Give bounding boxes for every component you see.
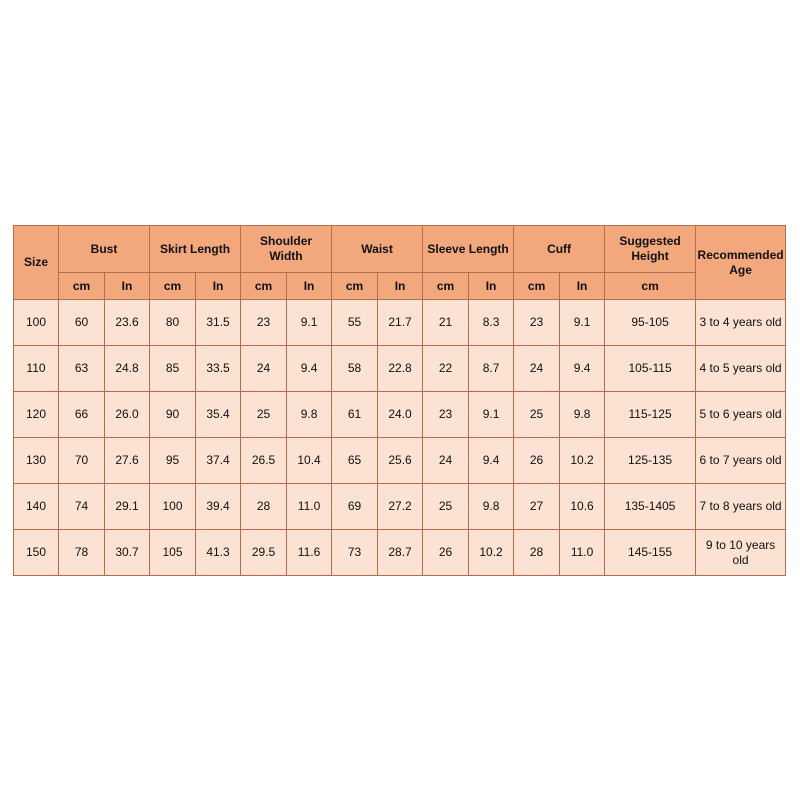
waist-in-cell: 21.7: [378, 300, 423, 346]
recommended-age-cell: 5 to 6 years old: [696, 392, 786, 438]
skirt-length-in-cell: 41.3: [196, 530, 241, 576]
skirt-length-header: Skirt Length: [150, 226, 241, 273]
suggested-height-cm-cell: 145-155: [605, 530, 696, 576]
cuff-cm-cell: 28: [514, 530, 560, 576]
cuff-cm-cell: 23: [514, 300, 560, 346]
size-cell: 110: [14, 346, 59, 392]
waist-cm-cell: 69: [332, 484, 378, 530]
waist-in-cell: 25.6: [378, 438, 423, 484]
shoulder-width-cm-cell: 24: [241, 346, 287, 392]
waist-in-cell: 27.2: [378, 484, 423, 530]
suggested-height-header: Suggested Height: [605, 226, 696, 273]
suggested-height-cm-cell: 95-105: [605, 300, 696, 346]
waist-in-cell: 28.7: [378, 530, 423, 576]
shoulder-width-in-unit: In: [287, 273, 332, 300]
sleeve-length-in-cell: 9.8: [469, 484, 514, 530]
cuff-cm-cell: 25: [514, 392, 560, 438]
table-row: [14, 300, 786, 346]
suggested-height-cm-cell: 135-1405: [605, 484, 696, 530]
cuff-in-cell: 9.1: [560, 300, 605, 346]
waist-in-cell: 22.8: [378, 346, 423, 392]
shoulder-width-in-cell: 9.4: [287, 346, 332, 392]
skirt-length-in-cell: 39.4: [196, 484, 241, 530]
waist-cm-cell: 55: [332, 300, 378, 346]
bust-header: Bust: [59, 226, 150, 273]
sleeve-length-cm-cell: 26: [423, 530, 469, 576]
shoulder-width-in-cell: 10.4: [287, 438, 332, 484]
cuff-in-cell: 9.4: [560, 346, 605, 392]
size-cell: 140: [14, 484, 59, 530]
table-row: [14, 530, 786, 576]
bust-in-cell: 27.6: [105, 438, 150, 484]
suggested-height-cm-cell: 105-115: [605, 346, 696, 392]
cuff-cm-unit: cm: [514, 273, 560, 300]
cuff-in-cell: 11.0: [560, 530, 605, 576]
waist-in-unit: In: [378, 273, 423, 300]
skirt-length-cm-cell: 105: [150, 530, 196, 576]
waist-cm-cell: 58: [332, 346, 378, 392]
sleeve-length-cm-unit: cm: [423, 273, 469, 300]
cuff-in-cell: 9.8: [560, 392, 605, 438]
bust-cm-cell: 66: [59, 392, 105, 438]
size-header: Size: [14, 226, 59, 300]
waist-in-cell: 24.0: [378, 392, 423, 438]
shoulder-width-in-cell: 9.1: [287, 300, 332, 346]
skirt-length-cm-unit: cm: [150, 273, 196, 300]
bust-in-cell: 29.1: [105, 484, 150, 530]
recommended-age-cell: 3 to 4 years old: [696, 300, 786, 346]
recommended-age-header: Recommended Age: [696, 226, 786, 300]
skirt-length-in-cell: 37.4: [196, 438, 241, 484]
cuff-in-cell: 10.2: [560, 438, 605, 484]
waist-cm-cell: 65: [332, 438, 378, 484]
sleeve-length-header: Sleeve Length: [423, 226, 514, 273]
sleeve-length-in-cell: 10.2: [469, 530, 514, 576]
skirt-length-cm-cell: 85: [150, 346, 196, 392]
shoulder-width-cm-cell: 25: [241, 392, 287, 438]
recommended-age-cell: 9 to 10 years old: [696, 530, 786, 576]
sleeve-length-in-cell: 8.7: [469, 346, 514, 392]
shoulder-width-in-cell: 11.0: [287, 484, 332, 530]
waist-cm-cell: 73: [332, 530, 378, 576]
suggested-height-cm-unit: cm: [605, 273, 696, 300]
waist-cm-cell: 61: [332, 392, 378, 438]
cuff-cm-cell: 26: [514, 438, 560, 484]
header-row: [14, 226, 786, 273]
shoulder-width-cm-cell: 26.5: [241, 438, 287, 484]
skirt-length-in-cell: 31.5: [196, 300, 241, 346]
sleeve-length-cm-cell: 24: [423, 438, 469, 484]
table-row: [14, 438, 786, 484]
cuff-header: Cuff: [514, 226, 605, 273]
skirt-length-cm-cell: 90: [150, 392, 196, 438]
shoulder-width-cm-cell: 28: [241, 484, 287, 530]
bust-cm-cell: 60: [59, 300, 105, 346]
waist-cm-unit: cm: [332, 273, 378, 300]
suggested-height-cm-cell: 125-135: [605, 438, 696, 484]
shoulder-width-header: Shoulder Width: [241, 226, 332, 273]
waist-header: Waist: [332, 226, 423, 273]
recommended-age-cell: 6 to 7 years old: [696, 438, 786, 484]
bust-cm-unit: cm: [59, 273, 105, 300]
skirt-length-cm-cell: 95: [150, 438, 196, 484]
cuff-in-unit: In: [560, 273, 605, 300]
cuff-cm-cell: 27: [514, 484, 560, 530]
bust-cm-cell: 78: [59, 530, 105, 576]
skirt-length-cm-cell: 80: [150, 300, 196, 346]
bust-in-cell: 23.6: [105, 300, 150, 346]
cuff-cm-cell: 24: [514, 346, 560, 392]
size-cell: 100: [14, 300, 59, 346]
shoulder-width-in-cell: 11.6: [287, 530, 332, 576]
skirt-length-in-unit: In: [196, 273, 241, 300]
skirt-length-cm-cell: 100: [150, 484, 196, 530]
size-cell: 120: [14, 392, 59, 438]
sleeve-length-cm-cell: 22: [423, 346, 469, 392]
skirt-length-in-cell: 33.5: [196, 346, 241, 392]
sleeve-length-in-cell: 9.4: [469, 438, 514, 484]
table-body: [14, 300, 786, 576]
recommended-age-cell: 4 to 5 years old: [696, 346, 786, 392]
shoulder-width-cm-cell: 23: [241, 300, 287, 346]
bust-in-cell: 30.7: [105, 530, 150, 576]
sleeve-length-in-cell: 8.3: [469, 300, 514, 346]
skirt-length-in-cell: 35.4: [196, 392, 241, 438]
bust-cm-cell: 74: [59, 484, 105, 530]
sleeve-length-cm-cell: 25: [423, 484, 469, 530]
bust-in-cell: 24.8: [105, 346, 150, 392]
sleeve-length-cm-cell: 23: [423, 392, 469, 438]
bust-cm-cell: 63: [59, 346, 105, 392]
table-row: [14, 484, 786, 530]
sleeve-length-in-cell: 9.1: [469, 392, 514, 438]
bust-in-cell: 26.0: [105, 392, 150, 438]
shoulder-width-cm-cell: 29.5: [241, 530, 287, 576]
size-cell: 130: [14, 438, 59, 484]
table-row: [14, 392, 786, 438]
unit-row: [14, 273, 786, 300]
recommended-age-cell: 7 to 8 years old: [696, 484, 786, 530]
shoulder-width-in-cell: 9.8: [287, 392, 332, 438]
sleeve-length-cm-cell: 21: [423, 300, 469, 346]
sleeve-length-in-unit: In: [469, 273, 514, 300]
cuff-in-cell: 10.6: [560, 484, 605, 530]
table-row: [14, 346, 786, 392]
shoulder-width-cm-unit: cm: [241, 273, 287, 300]
size-chart-table: [13, 225, 786, 576]
size-cell: 150: [14, 530, 59, 576]
bust-in-unit: In: [105, 273, 150, 300]
bust-cm-cell: 70: [59, 438, 105, 484]
suggested-height-cm-cell: 115-125: [605, 392, 696, 438]
